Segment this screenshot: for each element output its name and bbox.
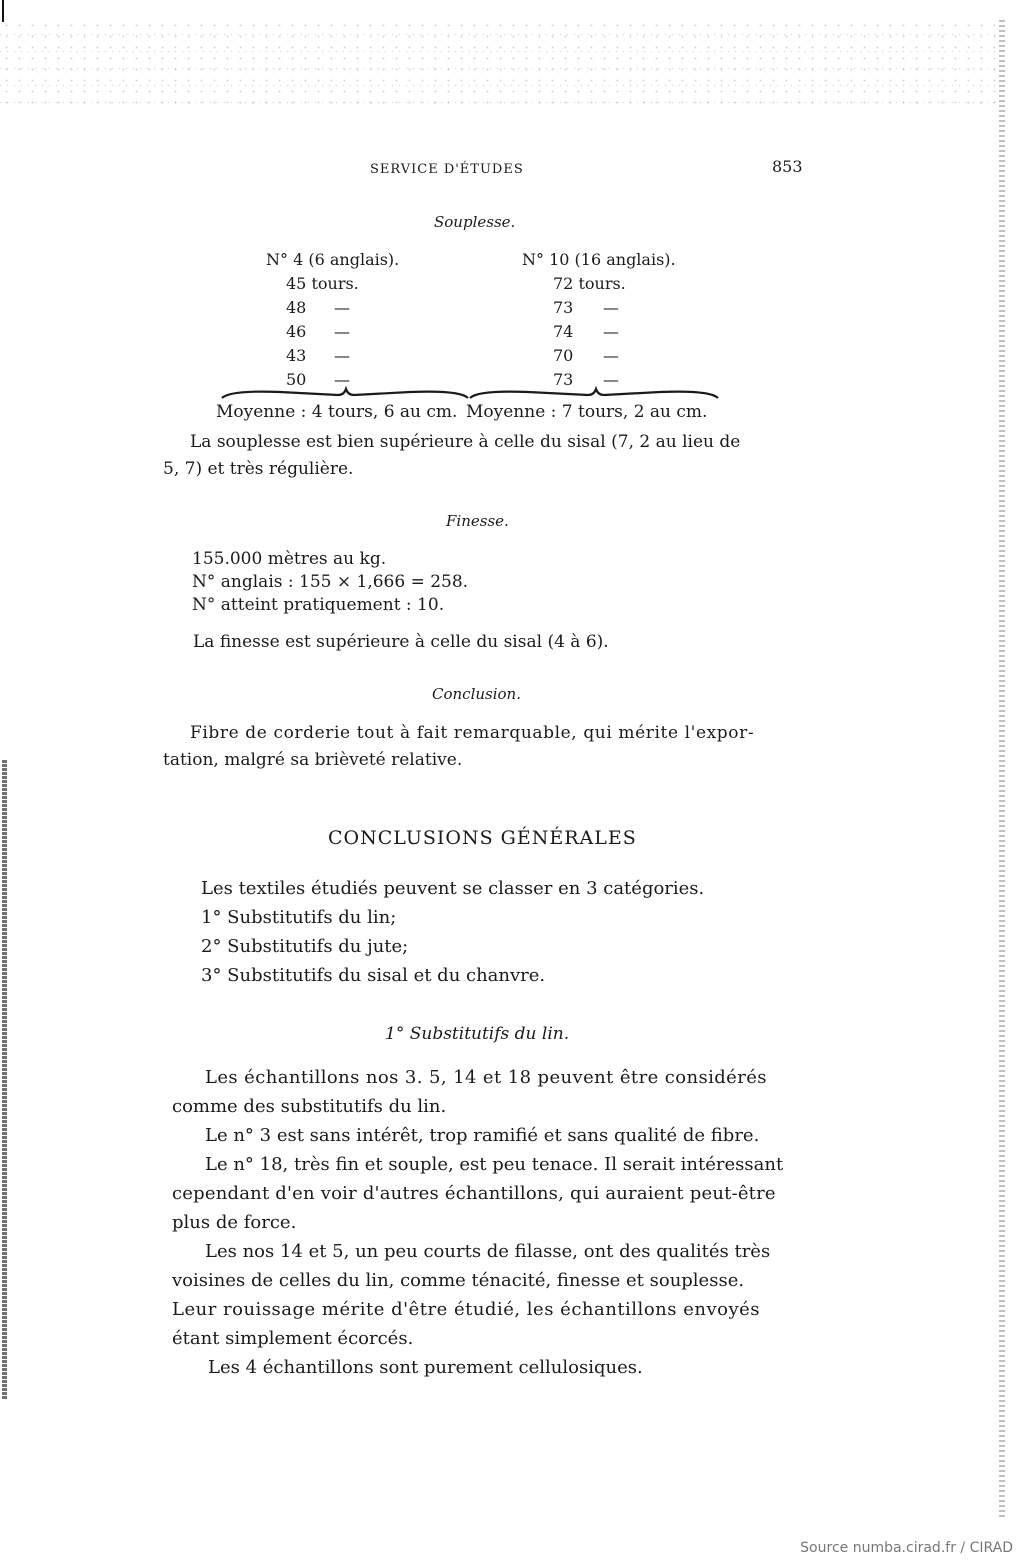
- ditto-mark: —: [603, 298, 619, 317]
- measure-value: 50: [286, 370, 307, 389]
- scan-edge-left: [2, 760, 7, 1400]
- category-item: 2° Substitutifs du jute;: [201, 936, 409, 957]
- scan-noise-top: [0, 20, 1000, 110]
- measure-value: 46: [286, 322, 307, 341]
- paragraph-line: Les nos 14 et 5, un peu courts de filasse, ont des qualités très: [205, 1241, 771, 1262]
- paragraph-line: voisines de celles du lin, comme ténacité, finesse et souplesse.: [172, 1270, 745, 1291]
- ditto-mark: —: [603, 346, 619, 365]
- paragraph-line: Les 4 échantillons sont purement cellulosiques.: [208, 1357, 643, 1378]
- measure-value: 73: [553, 370, 574, 389]
- average-no10: Moyenne : 7 tours, 2 au cm.: [466, 402, 708, 422]
- paragraph-line: Fibre de corderie tout à fait remarquable, qui mérite l'expor-: [190, 723, 755, 743]
- scan-edge-right: [999, 20, 1005, 1520]
- paragraph-line: Le n° 18, très fin et souple, est peu tenace. Il serait intéressant: [205, 1154, 784, 1175]
- page-number: 853: [772, 157, 803, 176]
- paragraph-line: étant simplement écorcés.: [172, 1328, 414, 1349]
- paragraph-line: Le n° 3 est sans intérêt, trop ramifié et sans qualité de fibre.: [205, 1125, 760, 1146]
- average-no4: Moyenne : 4 tours, 6 au cm.: [216, 402, 458, 422]
- measure-value: 45 tours.: [286, 274, 359, 293]
- brace-right: [468, 386, 720, 396]
- measure-value: 48: [286, 298, 307, 317]
- measure-value: 73: [553, 298, 574, 317]
- paragraph-line: La souplesse est bien supérieure à celle du sisal (7, 2 au lieu de: [190, 432, 741, 452]
- category-item: 3° Substitutifs du sisal et du chanvre.: [201, 965, 546, 986]
- ditto-mark: —: [603, 322, 619, 341]
- category-item: 1° Substitutifs du lin;: [201, 907, 397, 928]
- section-heading-substitutifs-lin: 1° Substitutifs du lin.: [385, 1024, 570, 1044]
- ditto-mark: —: [334, 346, 350, 365]
- paragraph-line: tation, malgré sa brièveté relative.: [163, 750, 463, 770]
- scan-mark: [2, 0, 4, 22]
- finesse-comment: La finesse est supérieure à celle du sisal (4 à 6).: [193, 632, 609, 652]
- section-heading-souplesse: Souplesse.: [434, 213, 516, 231]
- measure-value: 72 tours.: [553, 274, 626, 293]
- measure-value: 74: [553, 322, 574, 341]
- ditto-mark: —: [603, 370, 619, 389]
- ditto-mark: —: [334, 370, 350, 389]
- section-heading-conclusion: Conclusion.: [432, 685, 521, 703]
- source-watermark: Source numba.cirad.fr / CIRAD: [800, 1540, 1013, 1556]
- ditto-mark: —: [334, 322, 350, 341]
- finesse-line: N° atteint pratiquement : 10.: [192, 595, 445, 615]
- finesse-line: N° anglais : 155 × 1,666 = 258.: [192, 572, 469, 592]
- intro-line: Les textiles étudiés peuvent se classer en 3 catégories.: [201, 878, 705, 899]
- paragraph-line: Leur rouissage mérite d'être étudié, les échantillons envoyés: [172, 1299, 761, 1320]
- brace-left: [220, 386, 470, 396]
- running-title: SERVICE D'ÉTUDES: [370, 162, 524, 177]
- paragraph-line: Les échantillons nos 3. 5, 14 et 18 peuvent être considérés: [205, 1067, 767, 1088]
- ditto-mark: —: [334, 298, 350, 317]
- paragraph-line: cependant d'en voir d'autres échantillons, qui auraient peut-être: [172, 1183, 776, 1204]
- column-label-no10: N° 10 (16 anglais).: [522, 250, 676, 269]
- chapter-title: CONCLUSIONS GÉNÉRALES: [328, 827, 637, 849]
- measure-value: 43: [286, 346, 307, 365]
- paragraph-line: plus de force.: [172, 1212, 297, 1233]
- paragraph-line: comme des substitutifs du lin.: [172, 1096, 447, 1117]
- finesse-line: 155.000 mètres au kg.: [192, 549, 387, 569]
- paragraph-line: 5, 7) et très régulière.: [163, 459, 354, 479]
- section-heading-finesse: Finesse.: [446, 512, 509, 530]
- column-label-no4: N° 4 (6 anglais).: [266, 250, 400, 269]
- measure-value: 70: [553, 346, 574, 365]
